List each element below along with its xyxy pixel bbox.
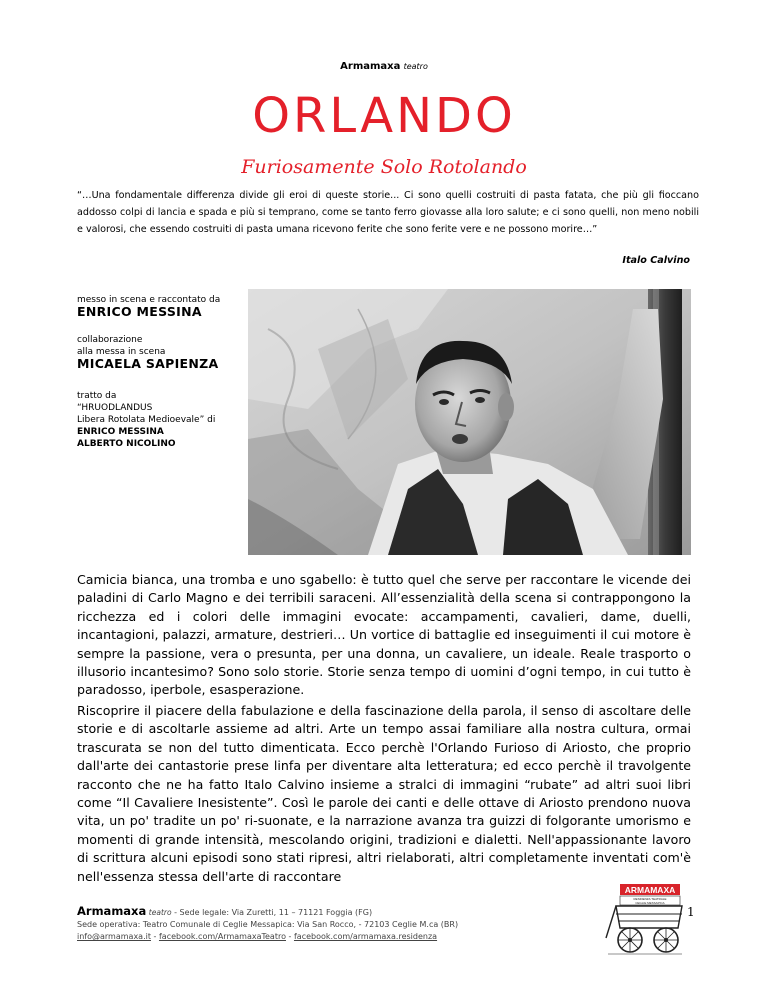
page-number: 1 — [687, 905, 695, 919]
logo-brand-text: ARMAMAXA — [624, 885, 676, 895]
actor-photo — [248, 289, 691, 555]
credit-source-label: tratto da — [77, 391, 117, 401]
credit-source-title-2: Libera Rotolata Medioevale” di — [77, 415, 216, 425]
footer-line-1 — [77, 905, 617, 919]
credit-collab-label-2: alla messa in scena — [77, 347, 166, 357]
footer-facebook-link-1[interactable]: facebook.com/ArmamaxaTeatro — [158, 932, 286, 941]
credit-author-2: ALBERTO NICOLINO — [77, 439, 176, 449]
credit-collab-name: MICAELA SAPIENZA — [77, 356, 219, 371]
header-brand-suffix: teatro — [403, 62, 428, 71]
footer-separator-2: - — [288, 932, 292, 941]
footer-separator-1: - — [153, 932, 157, 941]
footer-email-link[interactable]: info@armamaxa.it — [77, 932, 151, 941]
logo-subline-1: RESIDENZA TEATRALE — [633, 897, 667, 901]
header-brand: Armamaxa — [340, 61, 401, 72]
credit-staging-label: messo in scena e raccontato da — [77, 295, 221, 305]
quote-author: Italo Calvino — [622, 255, 690, 266]
footer-brand-suffix: teatro — [148, 908, 172, 917]
page-title: ORLANDO — [252, 88, 516, 144]
credit-source — [77, 390, 247, 450]
header-company — [0, 61, 768, 72]
quote-text: “…Una fondamentale differenza divide gli eroi di queste storie... Ci sono quelli costruiti di pasta fatata, che più gli fioccano addosso colpi di lancia e spada e più si temprano, come se tanto ferro giovasse alla loro salute; e ci sono quelli, non meno nobili e valorosi, che essendo costruiti di pasta umana ricevono ferite che sono ferite vere e ne possono morire…” — [77, 190, 699, 235]
body-paragraph-2: Riscoprire il piacere della fabulazione e della fascinazione della parola, il senso di ascoltare delle storie e di ascoltarle assieme ad altri. Arte un tempo assai familiare alla nostra cultura, ormai trascurata se non del tutto dimenticata. Ecco perchè l'Orlando Furioso di Ariosto, che proprio dall'arte dei cantastorie prese linfa per diventare alta letteratura; ed ecco perchè il travolgente racconto che ne ha fatto Italo Calvino insieme a stralci di immagini “rubate” ad altri suoi libri come “Il Cavaliere Inesistente”. Così le parole dei canti e delle ottave di Ariosto prendono nuova vita, un po' tradite un po' ri-suonate, e la narrazione avanza tra guizzi di folgorante umorismo e momenti di grande intensità, mescolando origini, tradizioni e dialetti. Nell'appassionante lavoro di scrittura alcuni episodi sono stati ripresi, altri rielaborati, altri completamente inventati com'è nell'essenza stessa dell'arte di raccontare — [77, 703, 691, 884]
credit-collaboration — [77, 334, 247, 370]
footer-operational-address: Sede operativa: Teatro Comunale di Ceglie Messapica: Via San Rocco, - 72103 Ceglie M.ca (BR) — [77, 920, 459, 929]
page-subtitle: Furiosamente Solo Rotolando — [241, 156, 527, 178]
credit-staging — [77, 294, 247, 318]
body-paragraph-1: Camicia bianca, una tromba e uno sgabello: è tutto quel che serve per raccontare le vicende dei paladini di Carlo Magno e dei terribili saraceni. All’essenzialità della scena si contrappongono la ricchezza ed i colori delle immagini evocate: accampamenti, cavalieri, dame, duelli, incantagioni, palazzi, armature, destrieri… Un vortice di battaglie ed inseguimenti il cui motore è sempre la passione, vera o presunta, per una donna, un cavaliere, un ideale. Reale trasporto o illusorio incantesimo? Sono solo storie. Storie senza tempo di uomini d’ogni tempo, in cui tutto è paradosso, iperbole, esasperazione. — [77, 572, 691, 698]
footer-legal-address: - Sede legale: Via Zuretti, 11 – 71121 Foggia (FG) — [174, 908, 373, 917]
footer — [77, 905, 617, 943]
footer-facebook-link-2[interactable]: facebook.com/armamaxa.residenza — [293, 932, 438, 941]
credit-staging-name: ENRICO MESSINA — [77, 304, 202, 319]
credit-collab-label-1: collaborazione — [77, 335, 143, 345]
credit-source-title-1: “HRUODLANDUS — [77, 403, 153, 413]
footer-line-3 — [77, 931, 617, 943]
credit-author-1: ENRICO MESSINA — [77, 427, 164, 437]
armamaxa-logo — [602, 876, 686, 958]
footer-brand: Armamaxa — [77, 904, 147, 918]
logo-subline-2: CEGLIE MESSAPICA — [635, 901, 665, 905]
